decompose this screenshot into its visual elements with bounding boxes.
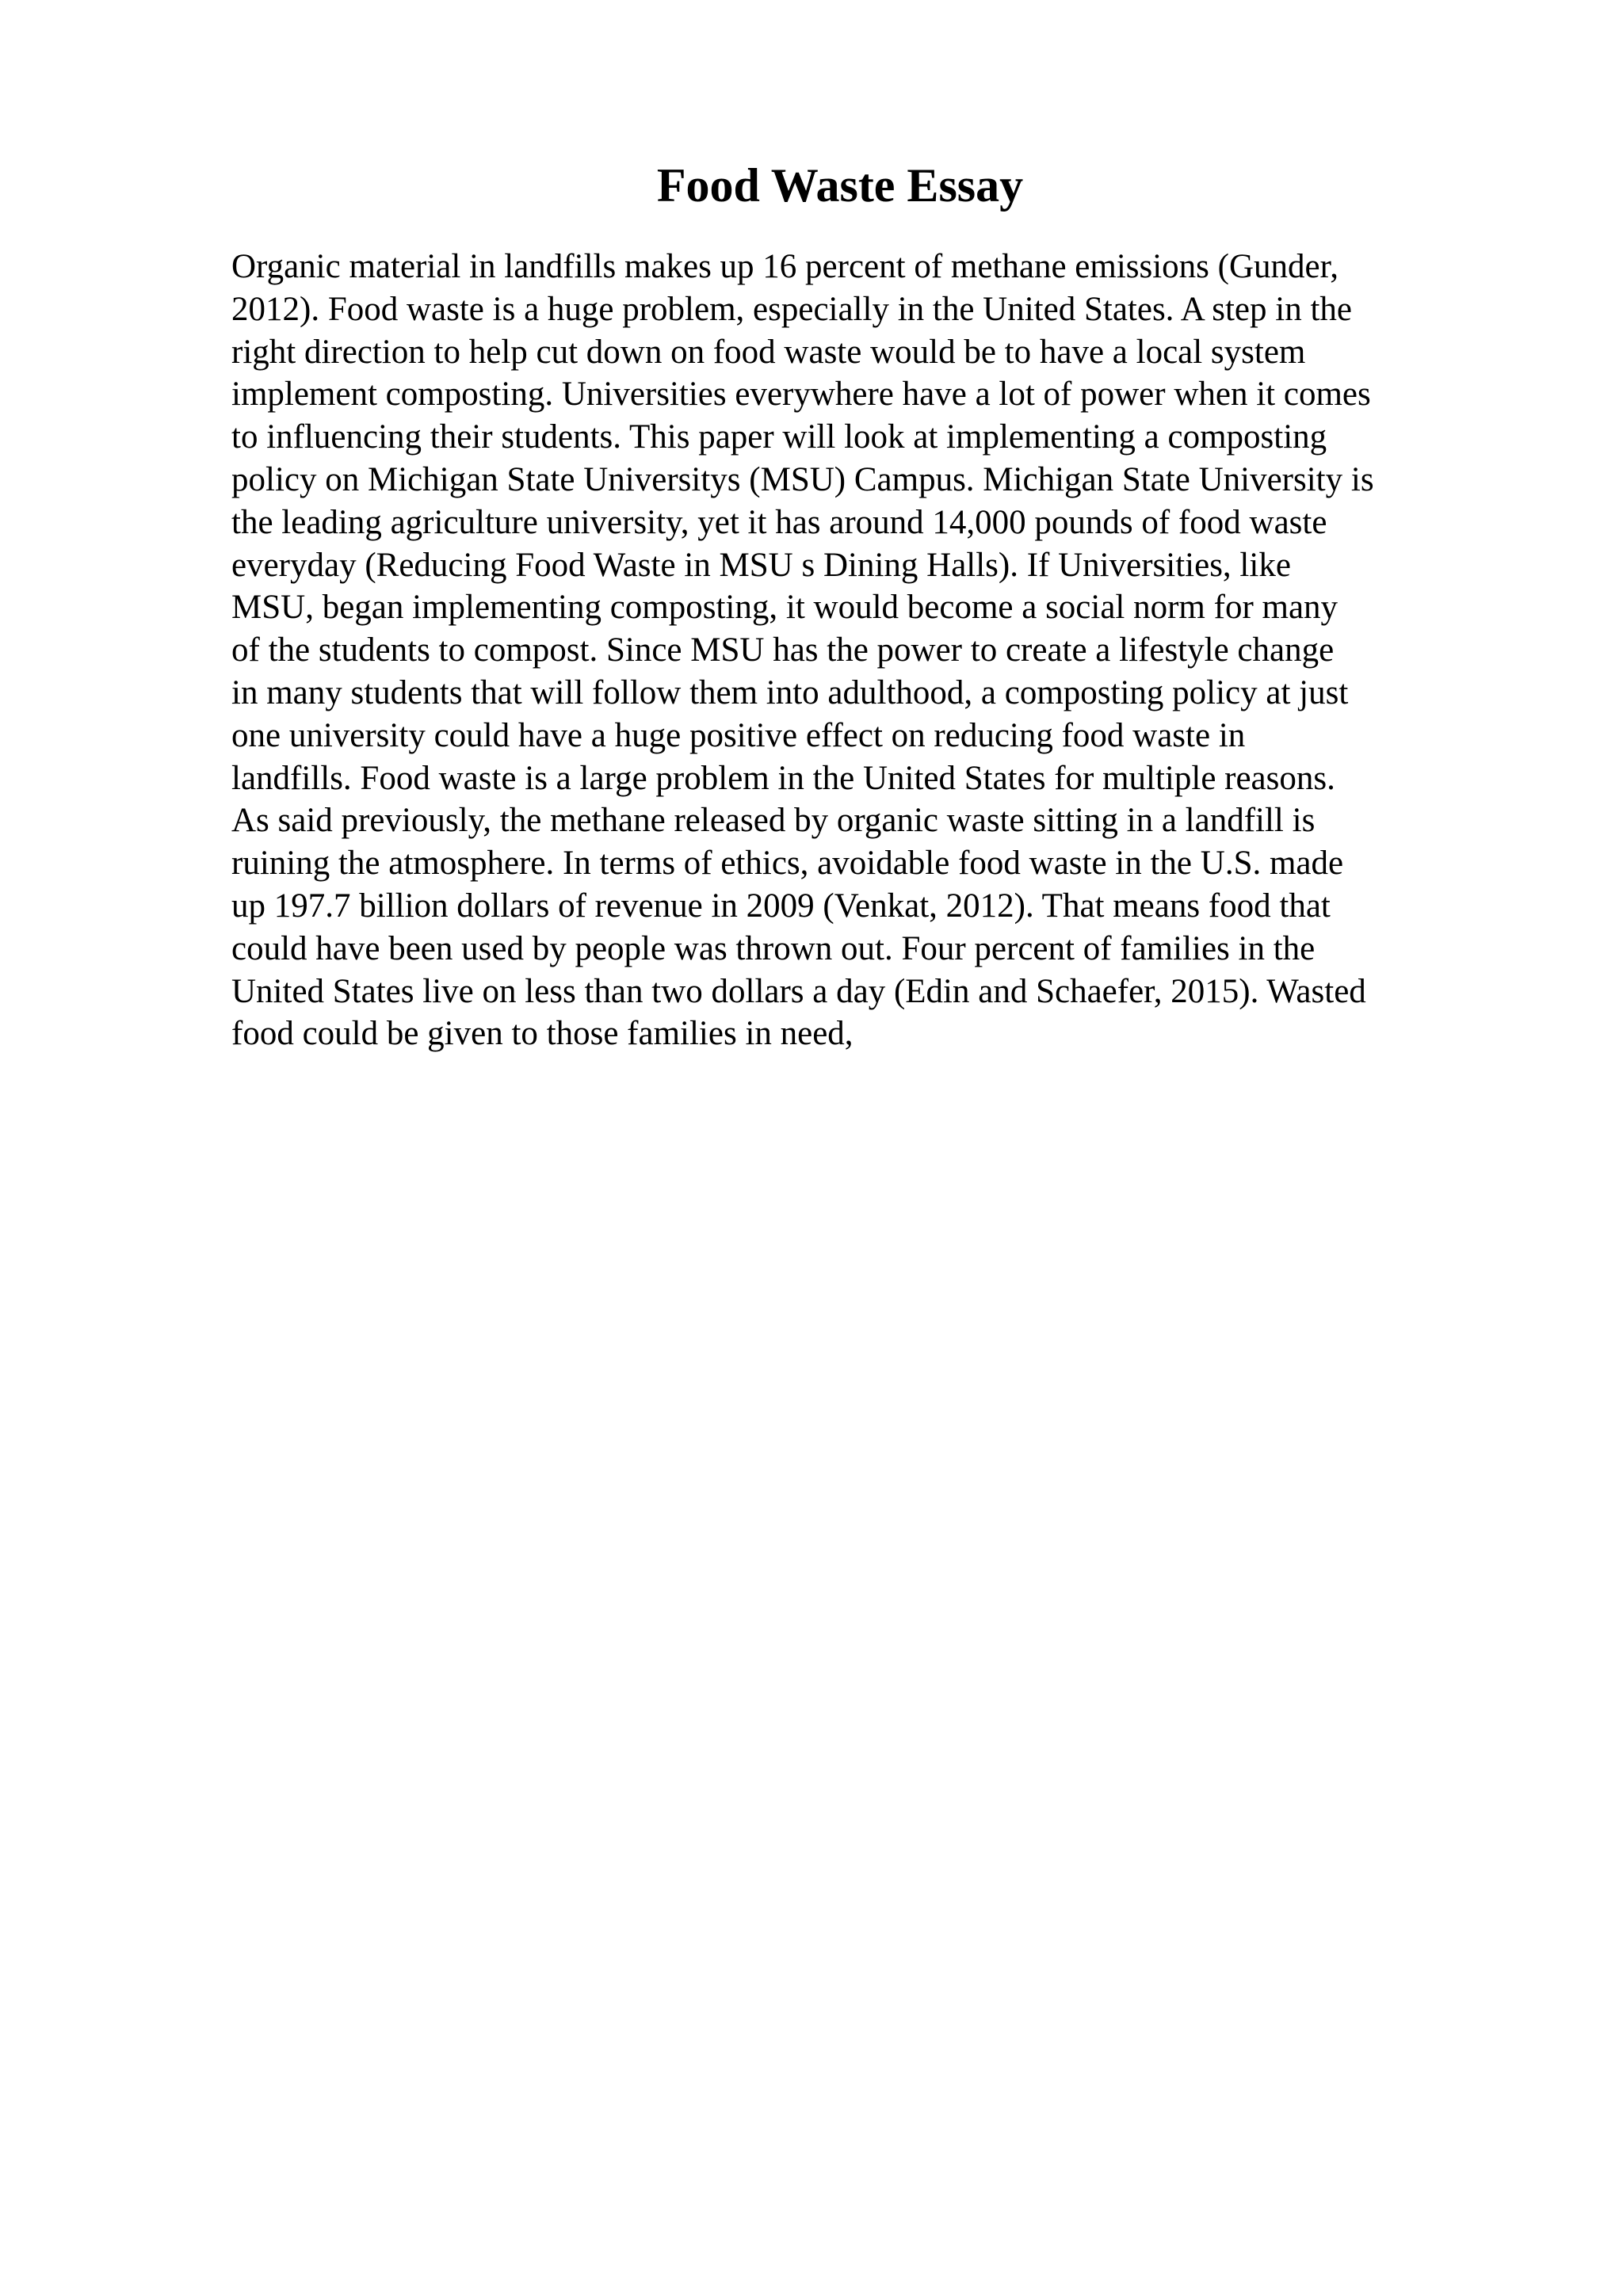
essay-body: [231, 246, 1499, 1055]
body-line: policy on Michigan State Universitys (MSU) Campus. Michigan State University is: [231, 460, 1374, 498]
body-line: right direction to help cut down on food waste would be to have a local system: [231, 333, 1306, 371]
body-line: As said previously, the methane released by organic waste sitting in a landfill is: [231, 802, 1316, 840]
body-line: landfills. Food waste is a large problem in the United States for multiple reasons.: [231, 759, 1335, 797]
body-line: in many students that will follow them into adulthood, a composting policy at just: [231, 673, 1349, 711]
body-line: MSU, began implementing composting, it would become a social norm for many: [231, 589, 1338, 627]
body-line: implement composting. Universities everywhere have a lot of power when it comes: [231, 376, 1371, 414]
body-line: 2012). Food waste is a huge problem, especially in the United States. A step in the: [231, 290, 1352, 328]
body-line: of the students to compost. Since MSU has the power to create a lifestyle change: [231, 631, 1335, 669]
body-line: food could be given to those families in need,: [231, 1015, 854, 1053]
body-line: Organic material in landfills makes up 16 percent of methane emissions (Gunder,: [231, 248, 1338, 285]
body-line: one university could have a huge positive effect on reducing food waste in: [231, 716, 1246, 754]
body-line: up 197.7 billion dollars of revenue in 2009 (Venkat, 2012). That means food that: [231, 887, 1331, 925]
body-line: everyday (Reducing Food Waste in MSU s Dining Halls). If Universities, like: [231, 546, 1291, 584]
body-line: United States live on less than two dollars a day (Edin and Schaefer, 2015). Wasted: [231, 972, 1366, 1010]
body-line: could have been used by people was thrown out. Four percent of families in the: [231, 929, 1316, 967]
body-line: the leading agriculture university, yet it has around 14,000 pounds of food waste: [231, 503, 1327, 541]
body-line: ruining the atmosphere. In terms of ethics, avoidable food waste in the U.S. made: [231, 845, 1344, 883]
document-title: Food Waste Essay: [656, 159, 1024, 212]
body-line: to influencing their students. This paper will look at implementing a composting: [231, 418, 1327, 456]
